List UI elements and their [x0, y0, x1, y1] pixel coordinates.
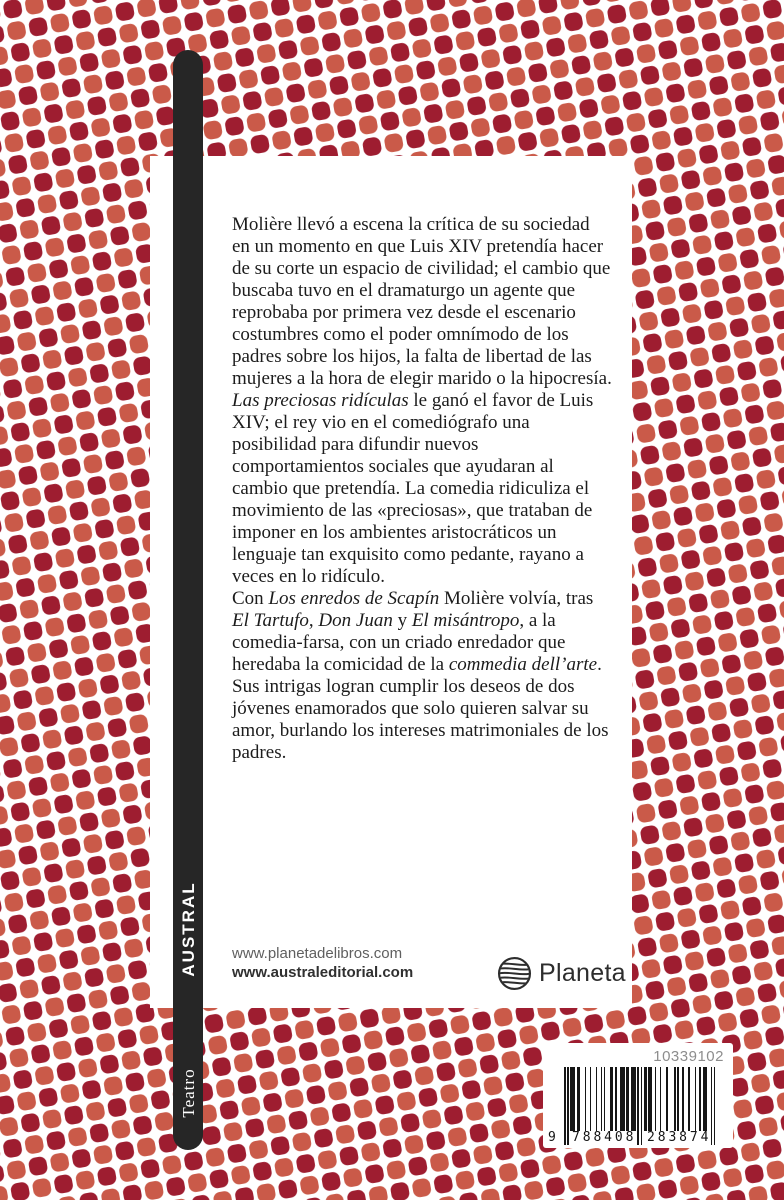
ean-first-digit: 9 — [548, 1130, 556, 1145]
planetadelibros-url: www.planetadelibros.com — [232, 945, 403, 962]
spine-collection-label: AUSTRAL — [179, 881, 198, 977]
publisher-urls — [232, 944, 413, 982]
spine-genre-label: Teatro — [179, 1068, 198, 1118]
ean-group-1: 788408 — [572, 1130, 637, 1145]
blurb-text: Molière llevó a escena la crítica de su sociedad en un momento en que Luis XIV pretendía hacer de su corte un espacio de civilidad; el cambio que buscaba tuvo en el dramaturgo un agente que reprobaba por primera vez desde el escenario costumbres como el poder omnímodo de los padres sobre los hijos, la falta de libertad de las mujeres a la hora de elegir marido o la hipocresía. Las preciosas ridículas le ganó el favor de Luis XIV; el rey vio en el comediógrafo una posibilidad para difundir nuevos comportamientos sociales que ayudaran al cambio que pretendía. La comedia ridiculiza el movimiento de las «preciosas», que trataban de imponer en los ambientes aristocráticos un lenguaje tan exquisito como pedante, rayano a veces en lo ridículo. Con Los enredos de Scapín Molière volvía, tras El Tartufo, Don Juan y El misántropo, a la comedia-farsa, con un criado enredador que heredaba la comicidad de la commedia dell’arte. Sus intrigas logran cumplir los deseos de dos jóvenes enamorados que solo quieren salvar su amor, burlando los intereses matrimoniales de los padres. — [232, 214, 612, 763]
barcode-panel — [543, 1043, 733, 1148]
australeditorial-url: www.australeditorial.com — [232, 964, 414, 981]
spine-strip — [173, 50, 203, 1150]
planeta-logo — [497, 955, 626, 991]
product-code: 10339102 — [653, 1048, 724, 1065]
planeta-logo-text: Planeta — [539, 958, 626, 987]
ean-group-2: 283874 — [647, 1130, 712, 1145]
ean-number — [543, 1130, 733, 1146]
planeta-globe-icon — [497, 956, 532, 991]
